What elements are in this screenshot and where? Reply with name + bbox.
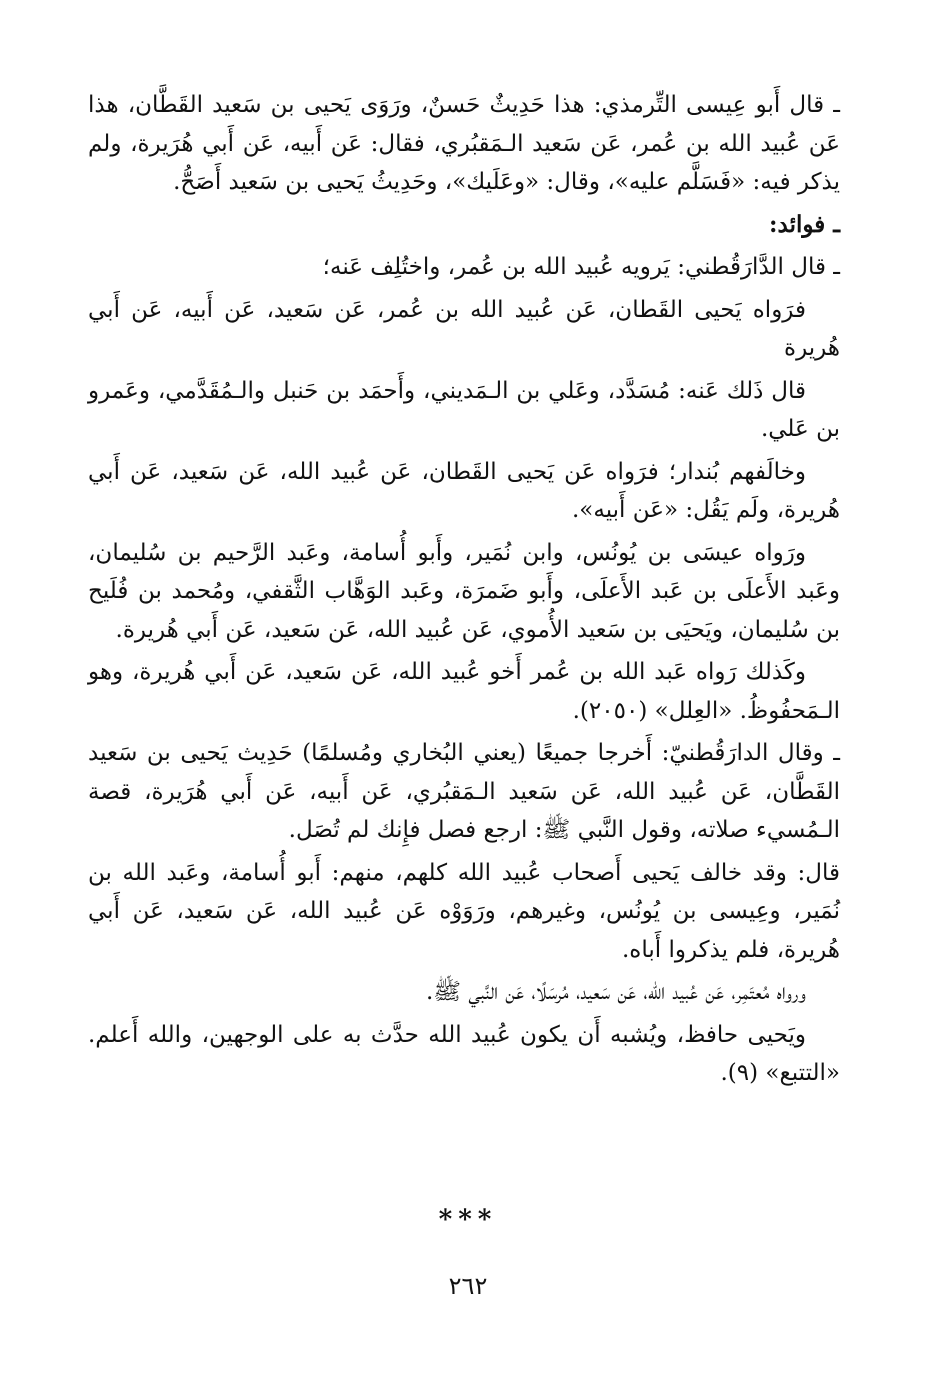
paragraph-tirmidhi: ـ قال أَبو عِيسى التِّرمذي: هذا حَدِيثٌ حَسنٌ، ورَوَى يَحيى بن سَعيد القَطَّان، هذا عَن عُبيد الله بن عُمر، عَن سَعيد الـمَقبُري، فقال: عَن أَبيه، عَن أَبي هُرَيرة، ولم يذكر فيه: «فَسَلَّم عليه»، وقال: «وعَلَيك»، وحَدِيثُ يَحيى بن سَعيد أَصَحُّ.	[88, 92, 840, 195]
page-number: ٢٦٢	[448, 1272, 488, 1300]
page-body	[88, 86, 840, 1097]
paragraph-daraqutni-tatabbu: ـ وقال الدارَقُطنيّ: أَخرجا جميعًا (يعني البُخاري ومُسلمًا) حَدِيث يَحيى بن سَعيد القَطَّان، عَن عُبيد الله، عَن سَعيد الـمَقبُري، عَن أَبيه، عَن أَبي هُرَيرة، قصة الـمُسيء صلاته، وقول النَّبي ﷺ: ارجع فصل فإِنك لم تُصَل.	[88, 740, 840, 843]
paragraph-mahfuz: وكَذلك رَواه عَبد الله بن عُمر أَخو عُبيد الله، عَن سَعيد، عَن أَبي هُريرة، وهو الـمَحفُوظُ. «العِلل» (٢٠٥٠).	[88, 659, 840, 724]
paragraph-conclusion: ويَحيى حافظ، ويُشبه أَن يكون عُبيد الله حدَّث به على الوجهين، والله أَعلم. «التتبع» (٩).	[88, 1021, 840, 1086]
paragraph-companions: قال: وقد خالف يَحيى أَصحاب عُبيد الله كلهم، منهم: أَبو أُسامة، وعَبد الله بن نُمَير، وعِيسى بن يُونُس، وغيرهم، ورَوَوْه عَن عُبيد الله، عَن سَعيد، عَن أَبي هُريرة، فلم يذكروا أَباه.	[88, 859, 840, 963]
paragraph-isa-ibn-yunus: ورَواه عيسَى بن يُونُس، وابن نُمَير، وأَبو أُسامة، وعَبد الرَّحيم بن سُليمان، وعَبد الأَعلَى بن عَبد الأَعلَى، وأَبو ضَمرَة، وعَبد الوَهَّاب الثَّقفي، ومُحمد بن فُلَيح بن سُليمان، ويَحيَى بن سَعيد الأُموي، عَن عُبيد الله، عَن سَعيد، عَن أَبي هُريرة.	[88, 539, 840, 643]
paragraph-qattan-narration: فرَواه يَحيى القَطان، عَن عُبيد الله بن عُمر، عَن سَعيد، عَن أَبيه، عَن أَبي هُريرة	[88, 296, 840, 361]
paragraph-mutamir: ورواه مُعتَمِر، عَن عُبيد الله، عَن سَعيد، مُرسَلًا، عَن النَّبي ﷺ.	[425, 979, 806, 1005]
paragraph-narrators: قال ذَلك عَنه: مُسَدَّد، وعَلي بن الـمَديني، وأَحمَد بن حَنبل والـمُقَدَّمي، وعَمرو بن عَلي.	[88, 377, 840, 442]
paragraph-daraqutni-intro: ـ قال الدَّارَقُطني: يَرويه عُبيد الله بن عُمر، واختُلِف عَنه؛	[322, 254, 840, 280]
section-heading-fawaid: ـ فوائد:	[769, 210, 840, 238]
section-separator: ***	[438, 1205, 498, 1235]
paragraph-bundar: وخالَفهم بُندار؛ فرَواه عَن يَحيى القَطان، عَن عُبيد الله، عَن سَعيد، عَن أَبي هُريرة، ولَم يَقُل: «عَن أَبيه».	[88, 458, 840, 523]
